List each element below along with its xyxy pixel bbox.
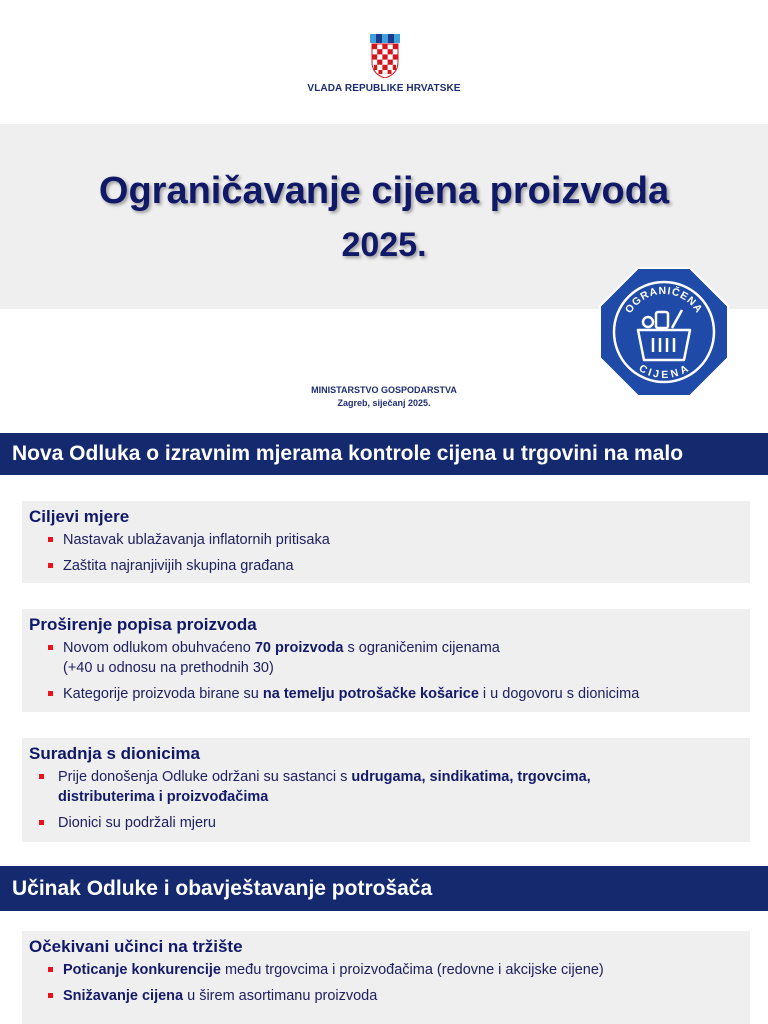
bullet-icon xyxy=(39,774,44,779)
list-item: Zaštita najranjivijih skupina građana xyxy=(29,556,750,576)
page-title-year: 2025. xyxy=(341,226,427,264)
section1-header: Nova Odluka o izravnim mjerama kontrole cijena u trgovini na malo xyxy=(0,433,768,475)
government-name: VLADA REPUBLIKE HRVATSKE xyxy=(307,83,461,94)
ministry-name: MINISTARSTVO GOSPODARSTVA xyxy=(311,385,457,395)
place-date: Zagreb, siječanj 2025. xyxy=(337,398,431,408)
expansion-box xyxy=(22,609,750,712)
bullet-icon xyxy=(48,691,53,696)
croatian-coat-of-arms-icon xyxy=(369,34,401,78)
goals-box xyxy=(22,501,750,583)
list-item: Poticanje konkurencije među trgovcima i proizvođačima (redovne i akcijske cijene) xyxy=(29,960,750,980)
effects-title: Očekivani učinci na tržište xyxy=(29,937,243,956)
bullet-icon xyxy=(39,820,44,825)
list-item: Nastavak ublažavanja inflatornih pritisaka xyxy=(29,530,750,550)
bullet-icon xyxy=(48,967,53,972)
bullet-icon xyxy=(48,537,53,542)
badge-top-text: OGRANIČENA xyxy=(622,284,706,316)
expansion-title: Proširenje popisa proizvoda xyxy=(29,615,257,634)
bullet-icon xyxy=(48,993,53,998)
page-title: Ograničavanje cijena proizvoda xyxy=(98,170,670,212)
bullet-icon xyxy=(48,563,53,568)
section2-header: Učinak Odluke i obavještavanje potrošača xyxy=(0,866,768,911)
list-item: Kategorije proizvoda birane su na temelju potrošačke košarice i u dogovoru s dionicima xyxy=(29,684,750,704)
list-item: Prije donošenja Odluke održani su sastanci s udrugama, sindikatima, trgovcima, distributerima i proizvođačima xyxy=(29,767,750,807)
list-item: Snižavanje cijena u širem asortimanu proizvoda xyxy=(29,986,750,1006)
goals-title: Ciljevi mjere xyxy=(29,507,130,526)
cooperation-title: Suradnja s dionicima xyxy=(29,744,200,763)
list-item: Novom odlukom obuhvaćeno 70 proizvoda s ograničenim cijenama (+40 u odnosu na prethodnih 30) xyxy=(29,638,750,678)
bullet-icon xyxy=(48,645,53,650)
effects-box xyxy=(22,931,750,1024)
ministry-info xyxy=(236,384,532,410)
limited-price-badge xyxy=(598,266,730,398)
cooperation-box xyxy=(22,738,750,842)
list-item: Dionici su podržali mjeru xyxy=(29,813,750,833)
badge-bottom-text: CIJENA xyxy=(636,362,692,382)
